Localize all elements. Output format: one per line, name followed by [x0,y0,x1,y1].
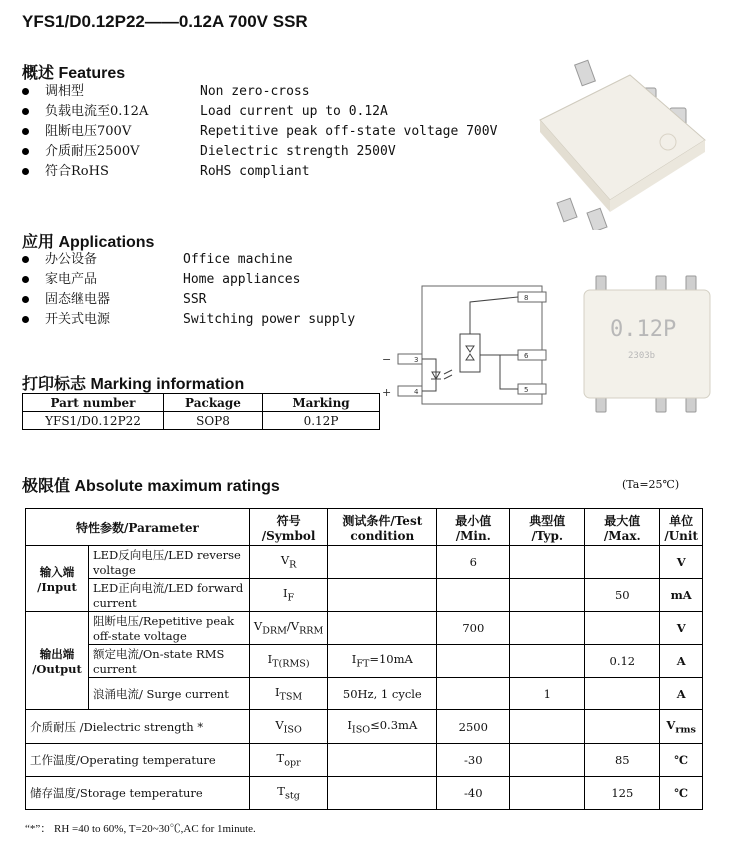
plus-sign: + [382,386,392,399]
typ-cell [510,579,585,612]
symbol-cell: $I_F$ [249,579,327,612]
typ-cell: 1 [510,678,585,710]
unit-cell: V [660,546,703,579]
table-row [26,678,703,710]
applications-list [22,250,355,330]
bullet-icon [22,296,29,303]
table-cell: YFS1/D0.12P22 [23,412,164,430]
column-header: Package [164,394,263,412]
pin-label: 8 [524,294,529,302]
typ-cell [510,710,585,744]
features-heading: 概述 Features [22,65,126,82]
feature-item: 符合RoHS RoHS compliant [22,162,497,182]
unit-cell: $V_{rms}$ [660,710,703,744]
ratings-table [25,508,703,810]
bullet-icon [22,276,29,283]
column-header: Part number [23,394,164,412]
feature-item: 介质耐压2500V Dielectric strength 2500V [22,142,497,162]
typ-cell [510,612,585,645]
features-list [22,82,497,182]
parameter-cell: 储存温度/Storage temperature [26,777,250,810]
page-title: YFS1/D0.12P22——0.12A 700V SSR [22,12,308,31]
condition-cell [328,612,437,645]
max-cell [585,678,660,710]
symbol-cell: $V_{DRM}/V_{RRM}$ [249,612,327,645]
parameter-cell: 阻断电压/Repetitive peak off-state voltage [89,612,250,645]
application-item: 开关式电源 Switching power supply [22,310,355,330]
column-header: Marking [263,394,380,412]
ambient-temperature-note: (Ta=25℃) [622,478,680,491]
footnote: “*”： RH =40 to 60%, T=20~30℃,AC for 1minute. [25,823,256,835]
table-row [26,710,703,744]
condition-cell [328,744,437,777]
min-cell: 2500 [437,710,510,744]
bullet-icon [22,128,29,135]
feature-item: 调相型 Non zero-cross [22,82,497,102]
parameter-cell: 浪涌电流/ Surge current [89,678,250,710]
application-item: 家电产品 Home appliances [22,270,355,290]
unit-cell: V [660,612,703,645]
min-cell: 700 [437,612,510,645]
parameter-cell: LED反向电压/LED reverse voltage [89,546,250,579]
min-cell [437,579,510,612]
marking-table [22,393,380,430]
min-cell: 6 [437,546,510,579]
condition-cell: $I_{FT}=10mA$ [328,645,437,678]
min-cell: -40 [437,777,510,810]
bullet-icon [22,108,29,115]
bullet-icon [22,148,29,155]
min-cell: -30 [437,744,510,777]
group-label: 输出端 /Output [26,612,89,710]
condition-cell [328,579,437,612]
symbol-cell: $V_{ISO}$ [249,710,327,744]
bullet-icon [22,168,29,175]
feature-item: 阻断电压700V Repetitive peak off-state voltage 700V [22,122,497,142]
max-cell: 0.12 [585,645,660,678]
column-header: 测试条件/Test condition [328,509,437,546]
bullet-icon [22,88,29,95]
symbol-cell: $I_{T(RMS)}$ [249,645,327,678]
bullet-icon [22,316,29,323]
applications-heading: 应用 Applications [22,234,155,251]
min-cell [437,678,510,710]
parameter-cell: 工作温度/Operating temperature [26,744,250,777]
typ-cell [510,546,585,579]
table-row [23,412,380,430]
application-item: 办公设备 Office machine [22,250,355,270]
table-header-row [26,509,703,546]
column-header: 典型值 /Typ. [510,509,585,546]
unit-cell: A [660,645,703,678]
symbol-cell: $T_{opr}$ [249,744,327,777]
minus-sign: − [382,353,392,366]
max-cell [585,710,660,744]
application-item: 固态继电器 SSR [22,290,355,310]
bullet-icon [22,256,29,263]
column-header: 特性参数/Parameter [26,509,250,546]
column-header: 单位 /Unit [660,509,703,546]
unit-cell: mA [660,579,703,612]
max-cell: 125 [585,777,660,810]
max-cell [585,546,660,579]
unit-cell: A [660,678,703,710]
pin-label: 6 [524,352,529,360]
table-row [26,579,703,612]
condition-cell [328,777,437,810]
table-row [26,777,703,810]
max-cell: 85 [585,744,660,777]
max-cell: 50 [585,579,660,612]
symbol-cell: $T_{stg}$ [249,777,327,810]
condition-cell: 50Hz, 1 cycle [328,678,437,710]
symbol-cell: $I_{TSM}$ [249,678,327,710]
pin-label: 4 [414,388,419,396]
unit-cell: ℃ [660,744,703,777]
feature-item: 负载电流至0.12A Load current up to 0.12A [22,102,497,122]
parameter-cell: 额定电流/On-state RMS current [89,645,250,678]
column-header: 最大值 /Max. [585,509,660,546]
chip-marking-image [580,270,715,420]
table-row [26,645,703,678]
typ-cell [510,645,585,678]
unit-cell: ℃ [660,777,703,810]
pin-label: 3 [414,356,419,364]
circuit-schematic [380,280,550,410]
parameter-cell: LED正向电流/LED forward current [89,579,250,612]
table-header-row [23,394,380,412]
condition-cell: $I_{ISO}\le 0.3mA$ [328,710,437,744]
table-row [26,546,703,579]
typ-cell [510,744,585,777]
symbol-cell: $V_R$ [249,546,327,579]
min-cell [437,645,510,678]
chip-marking-text: 0.12P [610,317,677,342]
column-header: 符号 /Symbol [249,509,327,546]
table-row [26,744,703,777]
parameter-cell: 介质耐压 /Dielectric strength * [26,710,250,744]
chip-date-code: 2303b [628,351,656,361]
column-header: 最小值 /Min. [437,509,510,546]
condition-cell [328,546,437,579]
table-cell: SOP8 [164,412,263,430]
max-cell [585,612,660,645]
typ-cell [510,777,585,810]
table-cell: 0.12P [263,412,380,430]
pin-label: 5 [524,386,529,394]
ratings-heading: 极限值 Absolute maximum ratings [22,478,280,495]
marking-heading: 打印标志 Marking information [22,376,245,393]
sop8-package-image [520,50,730,230]
table-row [26,612,703,645]
group-label: 输入端 /Input [26,546,89,612]
